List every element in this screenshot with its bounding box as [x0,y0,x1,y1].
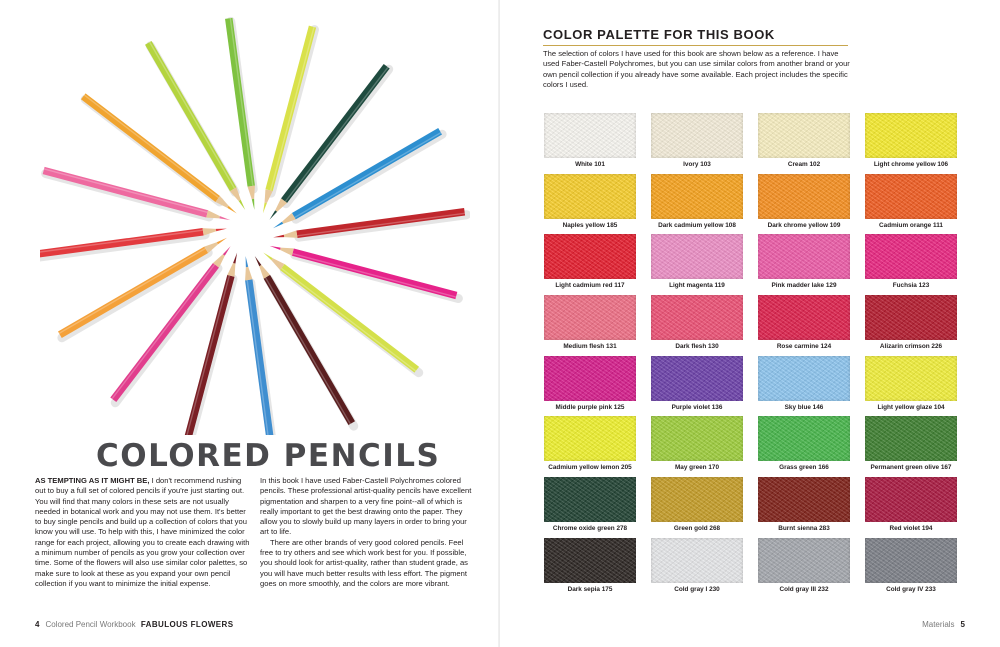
color-swatch [543,416,637,477]
swatch-label: Dark cadmium yellow 108 [658,221,736,229]
swatch-chip [651,295,743,340]
swatch-label: Grass green 166 [779,464,829,472]
color-swatch [864,295,958,356]
swatch-chip [651,234,743,279]
footer-left [35,620,233,629]
swatch-chip [651,477,743,522]
pencil-highlight [297,213,465,235]
swatch-chip [865,113,957,158]
pencil-tip [252,199,255,210]
swatch-chip [758,113,850,158]
swatch-chip [758,234,850,279]
swatch-chip [865,174,957,219]
color-swatch [650,295,744,356]
swatch-chip [865,538,957,583]
swatch-chip [758,174,850,219]
swatch-label: Alizarin crimson 226 [879,343,943,351]
swatch-chip [865,356,957,401]
swatch-label: Light yellow glaze 104 [877,403,945,411]
pencil-wood [227,263,235,277]
color-swatch [650,416,744,477]
pencil-tip [273,235,284,238]
page-number: 4 [35,620,40,629]
body-column-right [260,476,475,589]
swatch-label: Cold gray III 232 [779,585,829,593]
intro-text: The selection of colors I have used for this book are shown below as a reference. I have used Faber-Castell Polychromes, but you can use similar colors from another brand or your own pencil collection if you already have some available. Each project includes the specific colors I used. [543,49,850,89]
swatch-label: Middle purple pink 125 [555,403,625,411]
swatch-label: Cold gray I 230 [674,585,720,593]
pencil-tip [273,222,283,229]
color-swatch [757,113,851,174]
swatch-label: Permanent green olive 167 [870,464,952,472]
swatch-label: White 101 [575,161,605,168]
pencil-body [60,250,206,335]
color-swatch [650,356,744,417]
swatch-label: Burnt sienna 283 [778,525,830,533]
pencil [270,246,457,297]
pencil-tip [255,256,262,266]
swatch-label: Light magenta 119 [669,282,725,290]
pencil-body [293,252,457,295]
pencil-tip [216,229,227,232]
pencil-body [269,27,312,191]
pencil-highlight [150,42,235,188]
title-rule [543,45,848,46]
swatch-label: Light cadmium red 117 [555,282,625,290]
color-swatch [543,113,637,174]
pencil-highlight [230,18,252,186]
color-swatch [757,416,851,477]
pencil-body [267,277,352,423]
color-swatch [650,113,744,174]
swatch-chip [758,538,850,583]
section-name: Materials [922,620,955,629]
book-name: Colored Pencil Workbook [45,620,136,629]
color-swatch [543,538,637,599]
pencil-tip [223,246,231,255]
color-swatch [864,356,958,417]
pencil-highlight [265,278,350,424]
swatch-label: Fuchsia 123 [892,282,930,290]
pencil-body [40,232,203,254]
pencil-body [148,43,233,189]
pencil [44,169,231,220]
pencil-highlight [295,133,441,218]
swatch-label: Cream 102 [787,161,821,168]
color-swatch [543,174,637,235]
footer-right [922,620,965,629]
color-swatch [543,234,637,295]
color-swatch [543,295,637,356]
pencil-wood [248,185,255,199]
colored-pencils-photo [40,15,470,435]
swatch-label: Dark chrome yellow 109 [767,221,841,229]
lead-in: AS TEMPTING AS IT MIGHT BE, [35,476,150,485]
swatch-label: Purple violet 136 [671,403,723,411]
swatch-label: Cold gray IV 233 [886,585,936,593]
pencil-tip [270,246,281,250]
pencil-body [294,131,440,216]
pencil-body [229,18,251,186]
color-swatch [757,538,851,599]
swatch-chip [758,416,850,461]
pencil-tip [227,206,236,214]
right-page [500,0,1000,647]
color-swatch [650,538,744,599]
swatch-chip [544,477,636,522]
pencil-tip [233,253,237,264]
swatch-chip [544,416,636,461]
pencil-tip [219,216,230,220]
book-title: FABULOUS FLOWERS [140,620,234,629]
swatch-label: Cadmium orange 111 [879,221,943,229]
pencil-wood [280,248,294,256]
color-swatch [864,538,958,599]
body-column-left [35,476,250,589]
page-number: 5 [960,620,965,629]
pencil-body [249,280,271,435]
swatch-label: Medium flesh 131 [563,343,617,351]
swatch-label: Dark sepia 175 [567,585,613,593]
color-swatch [650,477,744,538]
paragraph: In this book I have used Faber-Castell Polychromes colored pencils. These professional artist-quality pencils have excellent pigmentation and sharpen to a very fine point--all of which is really important to get the best drawing onto the paper. They allow you to slowly build up many layers in order to bring your art to life. [260,476,472,537]
swatch-chip [651,113,743,158]
swatch-label: Sky blue 146 [784,403,824,411]
color-swatch [864,234,958,295]
swatch-label: Ivory 103 [683,161,711,168]
swatch-chip [544,295,636,340]
color-swatch [864,416,958,477]
color-swatch [757,477,851,538]
swatch-chip [758,295,850,340]
color-swatch [757,234,851,295]
section-title: COLOR PALETTE FOR THIS BOOK [543,27,775,42]
swatch-chip [865,295,957,340]
swatch-label: Naples yellow 185 [562,221,618,229]
pencil-tip [246,256,249,267]
swatch-chip [651,538,743,583]
swatch-chip [651,416,743,461]
color-swatch-grid [543,113,959,599]
color-swatch [864,113,958,174]
swatch-label: Chrome oxide green 278 [552,525,628,533]
swatch-label: Cadmium yellow lemon 205 [548,464,632,472]
page-title: COLORED PENCILS [96,438,441,474]
pencil-tip [263,202,267,213]
swatch-chip [758,477,850,522]
color-swatch [757,174,851,235]
paragraph: I don't recommend rushing out to buy a full set of colored pencils if you're just starting out. You will find that many colors in these sets are not usually needed in botanical work and you may not use them. It's better to buy single pencils and build up a collection of colors that you know you will use. To help with this, I have minimized the color range for each project, allowing you to create each drawing with a minimum number of pencils as you grow your collection over time. Some of the flowers will also use similar color palettes, so make sure to look at these as you expand your own pencil collection if you want to minimize the initial expense. [35,476,250,588]
swatch-chip [758,356,850,401]
color-swatch [650,234,744,295]
swatch-chip [651,356,743,401]
swatch-chip [651,174,743,219]
pencil-wood [284,231,298,238]
color-swatch [757,295,851,356]
swatch-label: Green gold 268 [673,525,721,533]
pencil-highlight [84,95,218,198]
color-swatch [543,477,637,538]
swatch-chip [544,356,636,401]
swatch-label: Light chrome yellow 106 [873,161,949,168]
swatch-chip [865,234,957,279]
swatch-chip [865,477,957,522]
pencil-body [297,212,465,234]
swatch-label: Pink madder lake 129 [771,282,837,290]
pencil [263,27,314,214]
pencil-tip [263,252,272,260]
color-swatch [864,477,958,538]
color-swatch [757,356,851,417]
color-swatch [543,356,637,417]
swatch-chip [544,174,636,219]
swatch-chip [865,416,957,461]
swatch-label: May green 170 [674,464,720,472]
swatch-chip [544,234,636,279]
color-swatch [864,174,958,235]
swatch-label: Rose carmine 124 [776,343,832,351]
pencil-highlight [112,264,215,398]
paragraph: There are other brands of very good colored pencils. Feel free to try others and see which work best for you. If possible, you should look for artist-quality, rather than student grade, as you will have much better results with less effort. The pigment goes on more smoothly, and the colors are more vibrant. [260,537,468,588]
color-swatch [650,174,744,235]
pencil-tip [239,200,246,210]
pencil-tip [269,210,277,219]
swatch-chip [544,113,636,158]
swatch-chip [544,538,636,583]
pencil-tip [217,238,227,245]
swatch-label: Red violet 194 [889,525,933,533]
swatch-label: Dark flesh 130 [675,343,719,351]
pencil-wood [206,210,220,218]
pencil-wood [245,267,252,281]
